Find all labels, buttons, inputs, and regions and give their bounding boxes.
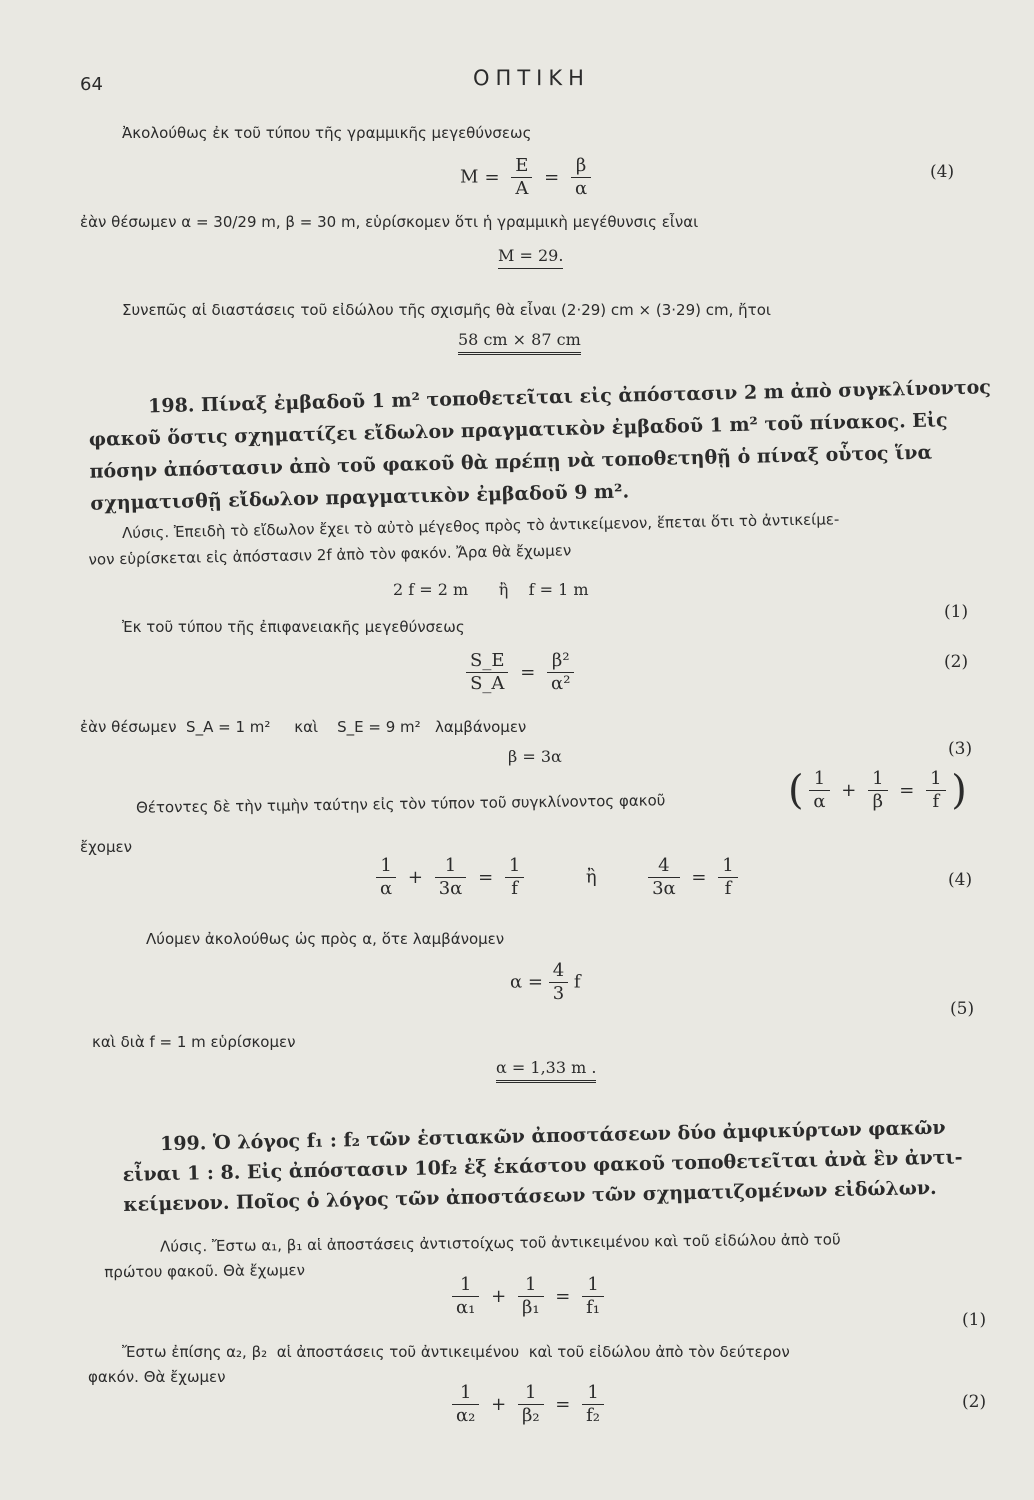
solution-line: Λύσις. Ἐπειδὴ τὸ εἴδωλον ἔχει τὸ αὐτὸ μέγεθος πρὸς τὸ ἀντικείμενον, ἕπεται ὅτι τὸ ἀντικείμε-	[121, 510, 840, 542]
result-alpha: α = 1,33 m .	[496, 1058, 596, 1083]
page-number: 64	[80, 74, 103, 95]
equation-label: (2)	[962, 1392, 987, 1412]
equation-beta: β = 3α	[508, 747, 562, 766]
text-line: φακόν. Θὰ ἔχωμεν	[88, 1368, 226, 1386]
intro-line: ἐὰν θέσωμεν α = 30/29 m, β = 30 m, εὑρίσκομεν ὅτι ἡ γραμμικὴ μεγέθυνσις εἶναι	[80, 213, 699, 231]
solution-line: νον εὑρίσκεται εἰς ἀπόστασιν 2f ἀπὸ τὸν φακόν. Ἄρα θὰ ἔχωμεν	[88, 541, 572, 569]
text-line: ἔχομεν	[80, 838, 132, 856]
text-line: Θέτοντες δὲ τὴν τιμὴν ταύτην εἰς τὸν τύπον τοῦ συγκλίνοντος φακοῦ	[135, 791, 666, 817]
problem-line: εἶναι 1 : 8. Εἰς ἀπόστασιν 10f₂ ἐξ ἑκάστου φακοῦ τοποθετεῖται ἀνὰ ἓν ἀντι-	[122, 1146, 963, 1186]
problem-line: πόσην ἀπόστασιν ἀπὸ τοῦ φακοῦ θὰ πρέπῃ νὰ τοποθετηθῇ ὁ πίναξ οὗτος ἵνα	[89, 441, 933, 483]
equation-label: (4)	[948, 870, 973, 890]
equation-label: (4)	[930, 162, 955, 182]
equation-label: (2)	[944, 652, 969, 672]
equation-area-magnification: $\frac{S\_E}{S\_A}$ = $\frac{\text{β²}}{\text{α²}}$	[466, 650, 574, 695]
equation-substituted: $\frac{1}{\alpha}$ + $\frac{1}{3\alpha}$ = $\frac{1}{f}$ ἢ $\frac{4}{3\alpha}$ = $\frac{1}{f}$	[376, 855, 738, 900]
text-line: καὶ διὰ f = 1 m εὑρίσκομεν	[92, 1033, 296, 1051]
result-dimensions: 58 cm × 87 cm	[458, 330, 581, 355]
problem-line: κείμενον. Ποῖος ὁ λόγος τῶν ἀποστάσεων τῶν σχηματιζομένων εἰδώλων.	[123, 1176, 937, 1216]
intro-line: Συνεπῶς αἱ διαστάσεις τοῦ εἰδώλου τῆς σχισμῆς θὰ εἶναι (2·29) cm × (3·29) cm, ἤτοι	[122, 301, 771, 319]
problem-line: σχηματισθῇ εἴδωλον πραγματικὸν ἐμβαδοῦ 9 m².	[90, 480, 630, 515]
equation-label: (1)	[962, 1310, 987, 1330]
text-line: Ἐκ τοῦ τύπου τῆς ἐπιφανειακῆς μεγεθύνσεως	[122, 618, 465, 636]
problem-line: 198. Πίναξ ἐμβαδοῦ 1 m² τοποθετεῖται εἰς ἀπόστασιν 2 m ἀπὸ συγκλίνοντος	[147, 376, 992, 418]
text-line: Λύομεν ἀκολούθως ὡς πρὸς α, ὅτε λαμβάνομεν	[146, 930, 505, 948]
solution-line: Λύσις. Ἔστω α₁, β₁ αἱ ἀποστάσεις ἀντιστοίχως τοῦ ἀντικειμένου καὶ τοῦ εἰδώλου ἀπὸ τοῦ	[159, 1230, 841, 1256]
equation-label: (5)	[950, 999, 975, 1019]
equation-focal: 2 f = 2 m ἢ f = 1 m	[393, 580, 589, 599]
problem-line: 199. Ὁ λόγος f₁ : f₂ τῶν ἑστιακῶν ἀποστάσεων δύο ἀμφικύρτων φακῶν	[159, 1116, 946, 1156]
result-magnification: M = 29.	[498, 246, 563, 269]
equation-magnification: M = $\frac{E}{A}$ = $\frac{\beta}{\alpha}$	[460, 155, 591, 200]
running-title: ΟΠΤΙΚΗ	[473, 66, 590, 90]
problem-line: φακοῦ ὅστις σχηματίζει εἴδωλον πραγματικὸν ἐμβαδοῦ 1 m² τοῦ πίνακος. Εἰς	[88, 409, 948, 451]
solution-line: πρώτου φακοῦ. Θὰ ἔχωμεν	[104, 1261, 306, 1282]
equation-label: (1)	[944, 602, 969, 622]
text-line: ἐὰν θέσωμεν S_A = 1 m² καὶ S_E = 9 m² λαμβάνομεν	[80, 718, 527, 736]
equation-alpha: α = $\frac{4}{3}$ f	[510, 960, 581, 1004]
equation-lens-first: $\frac{1}{\text{α₁}}$ + $\frac{1}{\text{β₁}}$ = $\frac{1}{\text{f₁}}$	[452, 1274, 604, 1319]
equation-label: (3)	[948, 739, 973, 759]
lens-formula: ( $\frac{1}{\alpha}$ + $\frac{1}{\beta}$ = $\frac{1}{f}$ )	[788, 767, 967, 814]
equation-lens-second: $\frac{1}{\text{α₂}}$ + $\frac{1}{\text{β₂}}$ = $\frac{1}{\text{f₂}}$	[452, 1382, 604, 1427]
intro-line: Ἀκολούθως ἐκ τοῦ τύπου τῆς γραμμικῆς μεγεθύνσεως	[122, 124, 532, 142]
text-line: Ἔστω ἐπίσης α₂, β₂ αἱ ἀποστάσεις τοῦ ἀντικειμένου καὶ τοῦ εἰδώλου ἀπὸ τὸν δεύτερον	[122, 1343, 790, 1361]
